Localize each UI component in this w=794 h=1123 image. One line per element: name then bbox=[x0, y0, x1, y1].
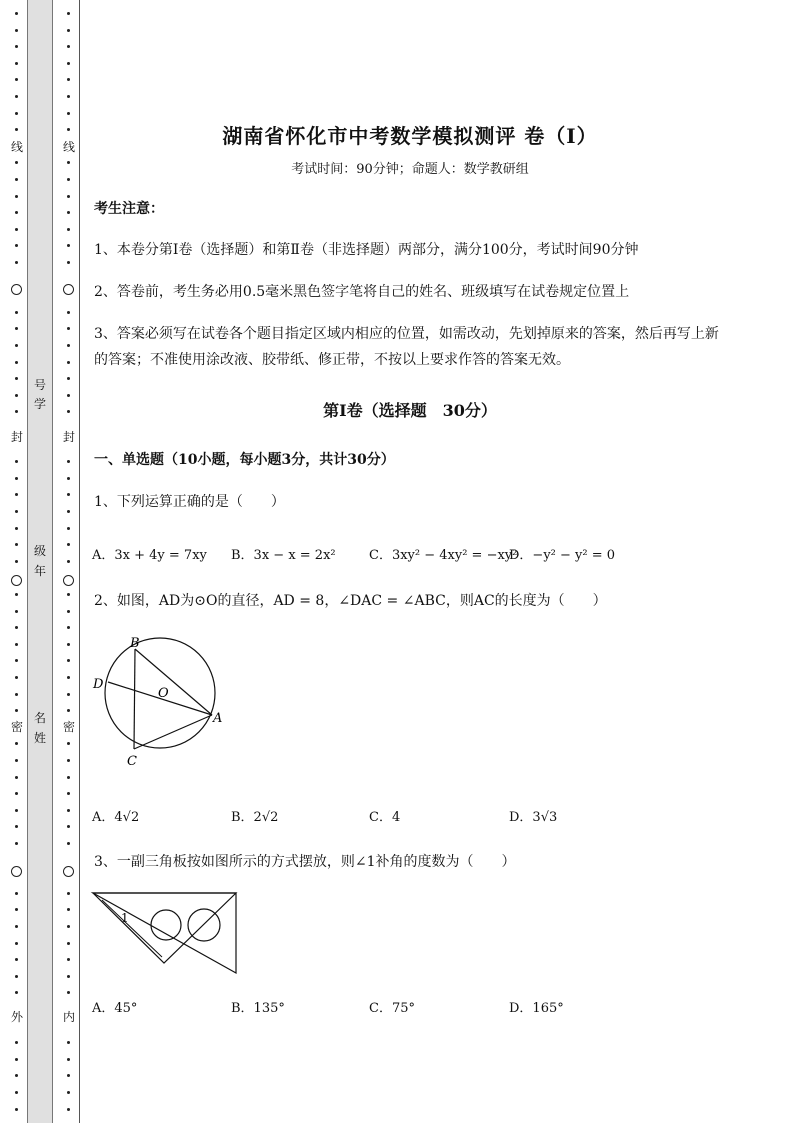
margin-char: 密 bbox=[62, 720, 75, 734]
margin-dot bbox=[67, 693, 70, 696]
margin-dot bbox=[15, 1041, 18, 1044]
margin-dot bbox=[67, 327, 70, 330]
margin-dot bbox=[67, 394, 70, 397]
margin-dot bbox=[67, 676, 70, 679]
triangle-left bbox=[93, 893, 236, 963]
notice-item-3-continued: 的答案；不准使用涂改液、胶带纸、修正带，不按以上要求作答的答案无效。 bbox=[94, 352, 570, 368]
margin-dot bbox=[15, 361, 18, 364]
strip-label-name-2: 姓 bbox=[33, 731, 46, 745]
margin-ring-icon bbox=[11, 866, 22, 877]
question-2-option-a[interactable]: A．4√2 bbox=[92, 810, 140, 825]
margin-dot bbox=[15, 45, 18, 48]
margin-dot bbox=[67, 344, 70, 347]
margin-char: 封 bbox=[62, 430, 75, 444]
margin-dot bbox=[15, 676, 18, 679]
question-3-stem: 3、一副三角板按如图所示的方式摆放，则∠1补角的度数为（ ） bbox=[94, 854, 516, 870]
margin-dot bbox=[15, 809, 18, 812]
margin-dot bbox=[15, 626, 18, 629]
margin-char: 外 bbox=[10, 1010, 23, 1024]
margin-char: 密 bbox=[10, 720, 23, 734]
margin-dot bbox=[67, 560, 70, 563]
strip-label-grade-1: 级 bbox=[33, 544, 46, 558]
margin-dot bbox=[15, 892, 18, 895]
margin-dot bbox=[67, 908, 70, 911]
margin-ring-icon bbox=[63, 866, 74, 877]
margin-dot bbox=[15, 543, 18, 546]
margin-dot bbox=[15, 327, 18, 330]
margin-dot bbox=[15, 477, 18, 480]
margin-dot bbox=[67, 643, 70, 646]
margin-dot bbox=[67, 477, 70, 480]
margin-char: 内 bbox=[62, 1010, 75, 1024]
section-title: 第I卷（选择题 30分） bbox=[323, 401, 497, 420]
margin-dot bbox=[67, 493, 70, 496]
margin-dot bbox=[15, 344, 18, 347]
outer-margin-column bbox=[10, 0, 24, 1123]
margin-ring-icon bbox=[11, 284, 22, 295]
question-1-option-a[interactable]: A．3x + 4y = 7xy bbox=[92, 548, 207, 563]
margin-dot bbox=[67, 178, 70, 181]
margin-dot bbox=[15, 527, 18, 530]
margin-dot bbox=[15, 228, 18, 231]
margin-dot bbox=[67, 610, 70, 613]
margin-dot bbox=[67, 195, 70, 198]
margin-dot bbox=[15, 12, 18, 15]
label-c: C bbox=[127, 754, 137, 769]
margin-dot bbox=[15, 493, 18, 496]
margin-dot bbox=[67, 410, 70, 413]
margin-dot bbox=[15, 593, 18, 596]
question-3-set-square-figure bbox=[90, 885, 242, 977]
margin-dot bbox=[15, 112, 18, 115]
margin-dot bbox=[15, 759, 18, 762]
part-heading: 一、单选题（10小题，每小题3分，共计30分） bbox=[94, 452, 395, 468]
question-3-option-b[interactable]: B．135° bbox=[231, 1001, 285, 1016]
margin-dot bbox=[67, 211, 70, 214]
margin-dot bbox=[67, 228, 70, 231]
margin-dot bbox=[67, 1058, 70, 1061]
margin-dot bbox=[67, 460, 70, 463]
margin-dot bbox=[67, 62, 70, 65]
question-1-option-d[interactable]: D．−y² − y² = 0 bbox=[509, 548, 616, 563]
margin-dot bbox=[67, 12, 70, 15]
margin-dot bbox=[67, 925, 70, 928]
notice-item-3: 3、答案必须写在试卷各个题目指定区域内相应的位置，如需改动，先划掉原来的答案，然后再写上新 bbox=[94, 326, 719, 342]
margin-dot bbox=[67, 709, 70, 712]
strip-label-name-1: 名 bbox=[33, 711, 46, 725]
margin-char: 封 bbox=[10, 430, 23, 444]
margin-dot bbox=[15, 178, 18, 181]
margin-dot bbox=[15, 942, 18, 945]
margin-dot bbox=[15, 410, 18, 413]
strip-label-student-id-2: 学 bbox=[33, 397, 46, 411]
margin-dot bbox=[67, 742, 70, 745]
margin-dot bbox=[15, 560, 18, 563]
margin-dot bbox=[67, 942, 70, 945]
margin-dot bbox=[15, 925, 18, 928]
margin-dot bbox=[67, 1041, 70, 1044]
margin-dot bbox=[67, 527, 70, 530]
margin-dot bbox=[15, 510, 18, 513]
notice-item-2: 2、答卷前，考生务必用0.5毫米黑色签字笔将自己的姓名、班级填写在试卷规定位置上 bbox=[94, 284, 630, 300]
margin-dot bbox=[15, 991, 18, 994]
margin-dot bbox=[15, 1058, 18, 1061]
inner-margin-column bbox=[62, 0, 76, 1123]
margin-dot bbox=[15, 128, 18, 131]
margin-dot bbox=[15, 842, 18, 845]
margin-dot bbox=[15, 29, 18, 32]
margin-char: 线 bbox=[62, 140, 75, 154]
margin-dot bbox=[67, 759, 70, 762]
question-2-option-b[interactable]: B．2√2 bbox=[231, 810, 279, 825]
margin-dot bbox=[67, 776, 70, 779]
margin-ring-icon bbox=[63, 284, 74, 295]
margin-dot bbox=[15, 62, 18, 65]
label-a: A bbox=[213, 711, 223, 726]
question-1-option-b[interactable]: B．3x − x = 2x² bbox=[231, 548, 336, 563]
margin-dot bbox=[15, 95, 18, 98]
margin-dot bbox=[67, 792, 70, 795]
chord-ba bbox=[135, 649, 212, 715]
page-subtitle: 考试时间：90分钟；命题人：数学教研组 bbox=[291, 162, 529, 177]
chord-bc bbox=[134, 649, 135, 749]
notice-heading: 考生注意： bbox=[94, 201, 164, 217]
question-2-circle-figure bbox=[88, 635, 228, 770]
question-2-option-d[interactable]: D．3√3 bbox=[509, 810, 558, 825]
margin-dot bbox=[15, 908, 18, 911]
margin-dot bbox=[15, 825, 18, 828]
margin-dot bbox=[67, 261, 70, 264]
label-o: O bbox=[158, 686, 169, 701]
strip-label-grade-2: 年 bbox=[33, 564, 46, 578]
margin-dot bbox=[67, 78, 70, 81]
margin-dot bbox=[15, 709, 18, 712]
angle-1-label: 1 bbox=[121, 911, 129, 925]
question-3-option-d[interactable]: D．165° bbox=[509, 1001, 564, 1016]
margin-dot bbox=[67, 892, 70, 895]
label-b: B bbox=[130, 636, 140, 651]
margin-dot bbox=[15, 693, 18, 696]
margin-dot bbox=[15, 958, 18, 961]
hole-left bbox=[151, 910, 181, 940]
margin-dot bbox=[67, 377, 70, 380]
margin-dot bbox=[67, 112, 70, 115]
margin-dot bbox=[15, 161, 18, 164]
question-1-stem: 1、下列运算正确的是（ ） bbox=[94, 494, 285, 510]
margin-dot bbox=[15, 195, 18, 198]
margin-dot bbox=[67, 95, 70, 98]
question-1-option-c[interactable]: C．3xy² − 4xy² = −xy² bbox=[369, 548, 518, 563]
binding-line bbox=[79, 0, 80, 1123]
margin-dot bbox=[67, 1108, 70, 1111]
margin-dot bbox=[15, 643, 18, 646]
margin-dot bbox=[67, 825, 70, 828]
margin-dot bbox=[15, 792, 18, 795]
margin-dot bbox=[67, 510, 70, 513]
margin-dot bbox=[15, 78, 18, 81]
question-2-option-c[interactable]: C．4 bbox=[369, 810, 401, 825]
margin-dot bbox=[15, 975, 18, 978]
margin-dot bbox=[15, 659, 18, 662]
margin-dot bbox=[67, 842, 70, 845]
margin-ring-icon bbox=[63, 575, 74, 586]
page-title: 湖南省怀化市中考数学模拟测评 卷（Ⅰ） bbox=[222, 124, 598, 148]
margin-dot bbox=[15, 1108, 18, 1111]
margin-dot bbox=[15, 776, 18, 779]
margin-dot bbox=[15, 394, 18, 397]
margin-dot bbox=[15, 1074, 18, 1077]
student-info-strip bbox=[27, 0, 53, 1123]
margin-dot bbox=[67, 29, 70, 32]
margin-ring-icon bbox=[11, 575, 22, 586]
margin-dot bbox=[67, 958, 70, 961]
margin-dot bbox=[15, 742, 18, 745]
margin-dot bbox=[67, 244, 70, 247]
margin-dot bbox=[67, 659, 70, 662]
question-3-option-a[interactable]: A．45° bbox=[92, 1001, 138, 1016]
margin-dot bbox=[67, 1074, 70, 1077]
margin-dot bbox=[67, 991, 70, 994]
margin-dot bbox=[67, 809, 70, 812]
margin-dot bbox=[67, 593, 70, 596]
margin-dot bbox=[15, 211, 18, 214]
margin-dot bbox=[67, 128, 70, 131]
label-d: D bbox=[93, 677, 104, 692]
margin-dot bbox=[67, 1091, 70, 1094]
question-2-stem: 2、如图，AD为⊙O的直径，AD = 8，∠DAC = ∠ABC，则AC的长度为（ ） bbox=[94, 593, 607, 609]
margin-dot bbox=[15, 244, 18, 247]
margin-dot bbox=[15, 311, 18, 314]
triangle-left-inner bbox=[102, 900, 162, 957]
margin-dot bbox=[67, 626, 70, 629]
margin-dot bbox=[15, 460, 18, 463]
margin-dot bbox=[67, 361, 70, 364]
margin-dot bbox=[67, 543, 70, 546]
margin-dot bbox=[15, 261, 18, 264]
margin-dot bbox=[15, 1091, 18, 1094]
margin-dot bbox=[15, 377, 18, 380]
margin-dot bbox=[67, 45, 70, 48]
question-3-option-c[interactable]: C．75° bbox=[369, 1001, 415, 1016]
margin-dot bbox=[67, 975, 70, 978]
strip-label-student-id-1: 号 bbox=[33, 378, 46, 392]
notice-item-1: 1、本卷分第I卷（选择题）和第Ⅱ卷（非选择题）两部分，满分100分，考试时间90分钟 bbox=[94, 242, 639, 258]
hole-right bbox=[188, 909, 220, 941]
margin-dot bbox=[15, 610, 18, 613]
margin-dot bbox=[67, 311, 70, 314]
margin-char: 线 bbox=[10, 140, 23, 154]
chord-ca bbox=[134, 715, 212, 749]
margin-dot bbox=[67, 161, 70, 164]
triangle-right bbox=[93, 893, 236, 973]
